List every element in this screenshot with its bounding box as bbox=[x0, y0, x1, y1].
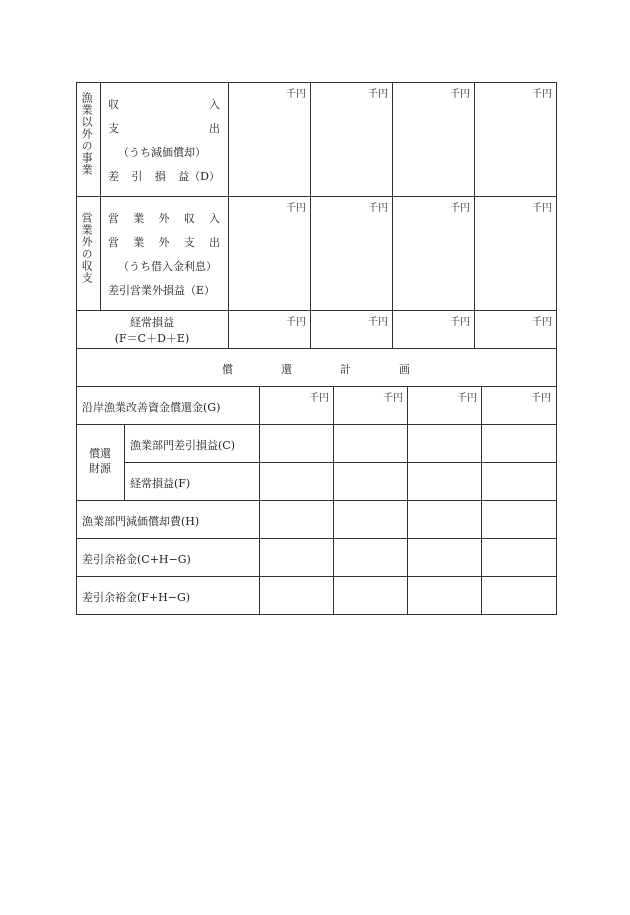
unit-label: 千円 bbox=[309, 393, 329, 404]
row-label-fishery-profit-c: 漁業部門差引損益(C) bbox=[130, 439, 235, 452]
row-label-depreciation-h: 漁業部門減価償却費(H) bbox=[82, 515, 200, 528]
row-label-ordinary-profit-f: 経常損益(F) bbox=[130, 477, 191, 490]
unit-label: 千円 bbox=[457, 393, 477, 404]
row-label-interest: （うち借入金利息） bbox=[118, 260, 217, 273]
rule bbox=[76, 500, 557, 501]
section-heading-other-business: 漁業以外の事業 bbox=[80, 92, 94, 176]
unit-label: 千円 bbox=[450, 203, 470, 214]
row-label-ordinary-profit: 経常損益 bbox=[130, 316, 174, 329]
rule bbox=[481, 386, 482, 615]
row-label-surplus-chg: 差引余裕金(C+H−G) bbox=[82, 553, 191, 566]
unit-label: 千円 bbox=[531, 393, 551, 404]
unit-label: 千円 bbox=[532, 89, 552, 100]
row-label-net-non-op-e: 差引営業外損益（E） bbox=[108, 284, 216, 297]
rule bbox=[76, 348, 557, 349]
unit-label: 千円 bbox=[286, 317, 306, 328]
repayment-plan-title: 償 還 計 画 bbox=[222, 363, 410, 376]
row-label-ordinary-profit-formula: (F＝C＋D＋E) bbox=[114, 332, 190, 345]
rule bbox=[392, 82, 393, 348]
unit-label: 千円 bbox=[286, 89, 306, 100]
section-heading-non-operating: 営業外の収支 bbox=[80, 212, 94, 284]
group-label-repayment-source: 償還 財源 bbox=[89, 447, 111, 475]
rule bbox=[310, 82, 311, 348]
unit-label: 千円 bbox=[286, 203, 306, 214]
unit-label: 千円 bbox=[368, 89, 388, 100]
rule bbox=[76, 538, 557, 539]
rule bbox=[76, 424, 557, 425]
rule bbox=[76, 196, 557, 197]
rule bbox=[228, 82, 229, 348]
unit-label: 千円 bbox=[368, 317, 388, 328]
rule bbox=[259, 386, 260, 615]
rule bbox=[333, 386, 334, 615]
row-label-depreciation: （うち減価償却） bbox=[118, 146, 206, 159]
unit-label: 千円 bbox=[368, 203, 388, 214]
rule bbox=[407, 386, 408, 615]
unit-label: 千円 bbox=[532, 317, 552, 328]
unit-label: 千円 bbox=[532, 203, 552, 214]
rule bbox=[124, 424, 125, 500]
unit-label: 千円 bbox=[450, 89, 470, 100]
rule bbox=[556, 82, 557, 615]
rule bbox=[76, 576, 557, 577]
row-label-income: 収 入 bbox=[108, 98, 220, 111]
row-label-repayment-g: 沿岸漁業改善資金償還金(G) bbox=[82, 401, 221, 414]
rule bbox=[76, 310, 557, 311]
rule bbox=[76, 386, 557, 387]
row-label-expense: 支 出 bbox=[108, 122, 220, 135]
rule bbox=[474, 82, 475, 348]
rule bbox=[100, 82, 101, 310]
rule bbox=[76, 614, 557, 615]
row-label-non-op-income: 営 業 外 収 入 bbox=[108, 212, 220, 225]
rule bbox=[76, 82, 77, 615]
unit-label: 千円 bbox=[450, 317, 470, 328]
row-label-non-op-expense: 営 業 外 支 出 bbox=[108, 236, 220, 249]
row-label-surplus-fhg: 差引余裕金(F+H−G) bbox=[82, 591, 191, 604]
unit-label: 千円 bbox=[383, 393, 403, 404]
rule bbox=[76, 82, 557, 83]
row-label-net-profit-d: 差 引 損 益（D） bbox=[108, 170, 220, 183]
rule bbox=[124, 462, 557, 463]
